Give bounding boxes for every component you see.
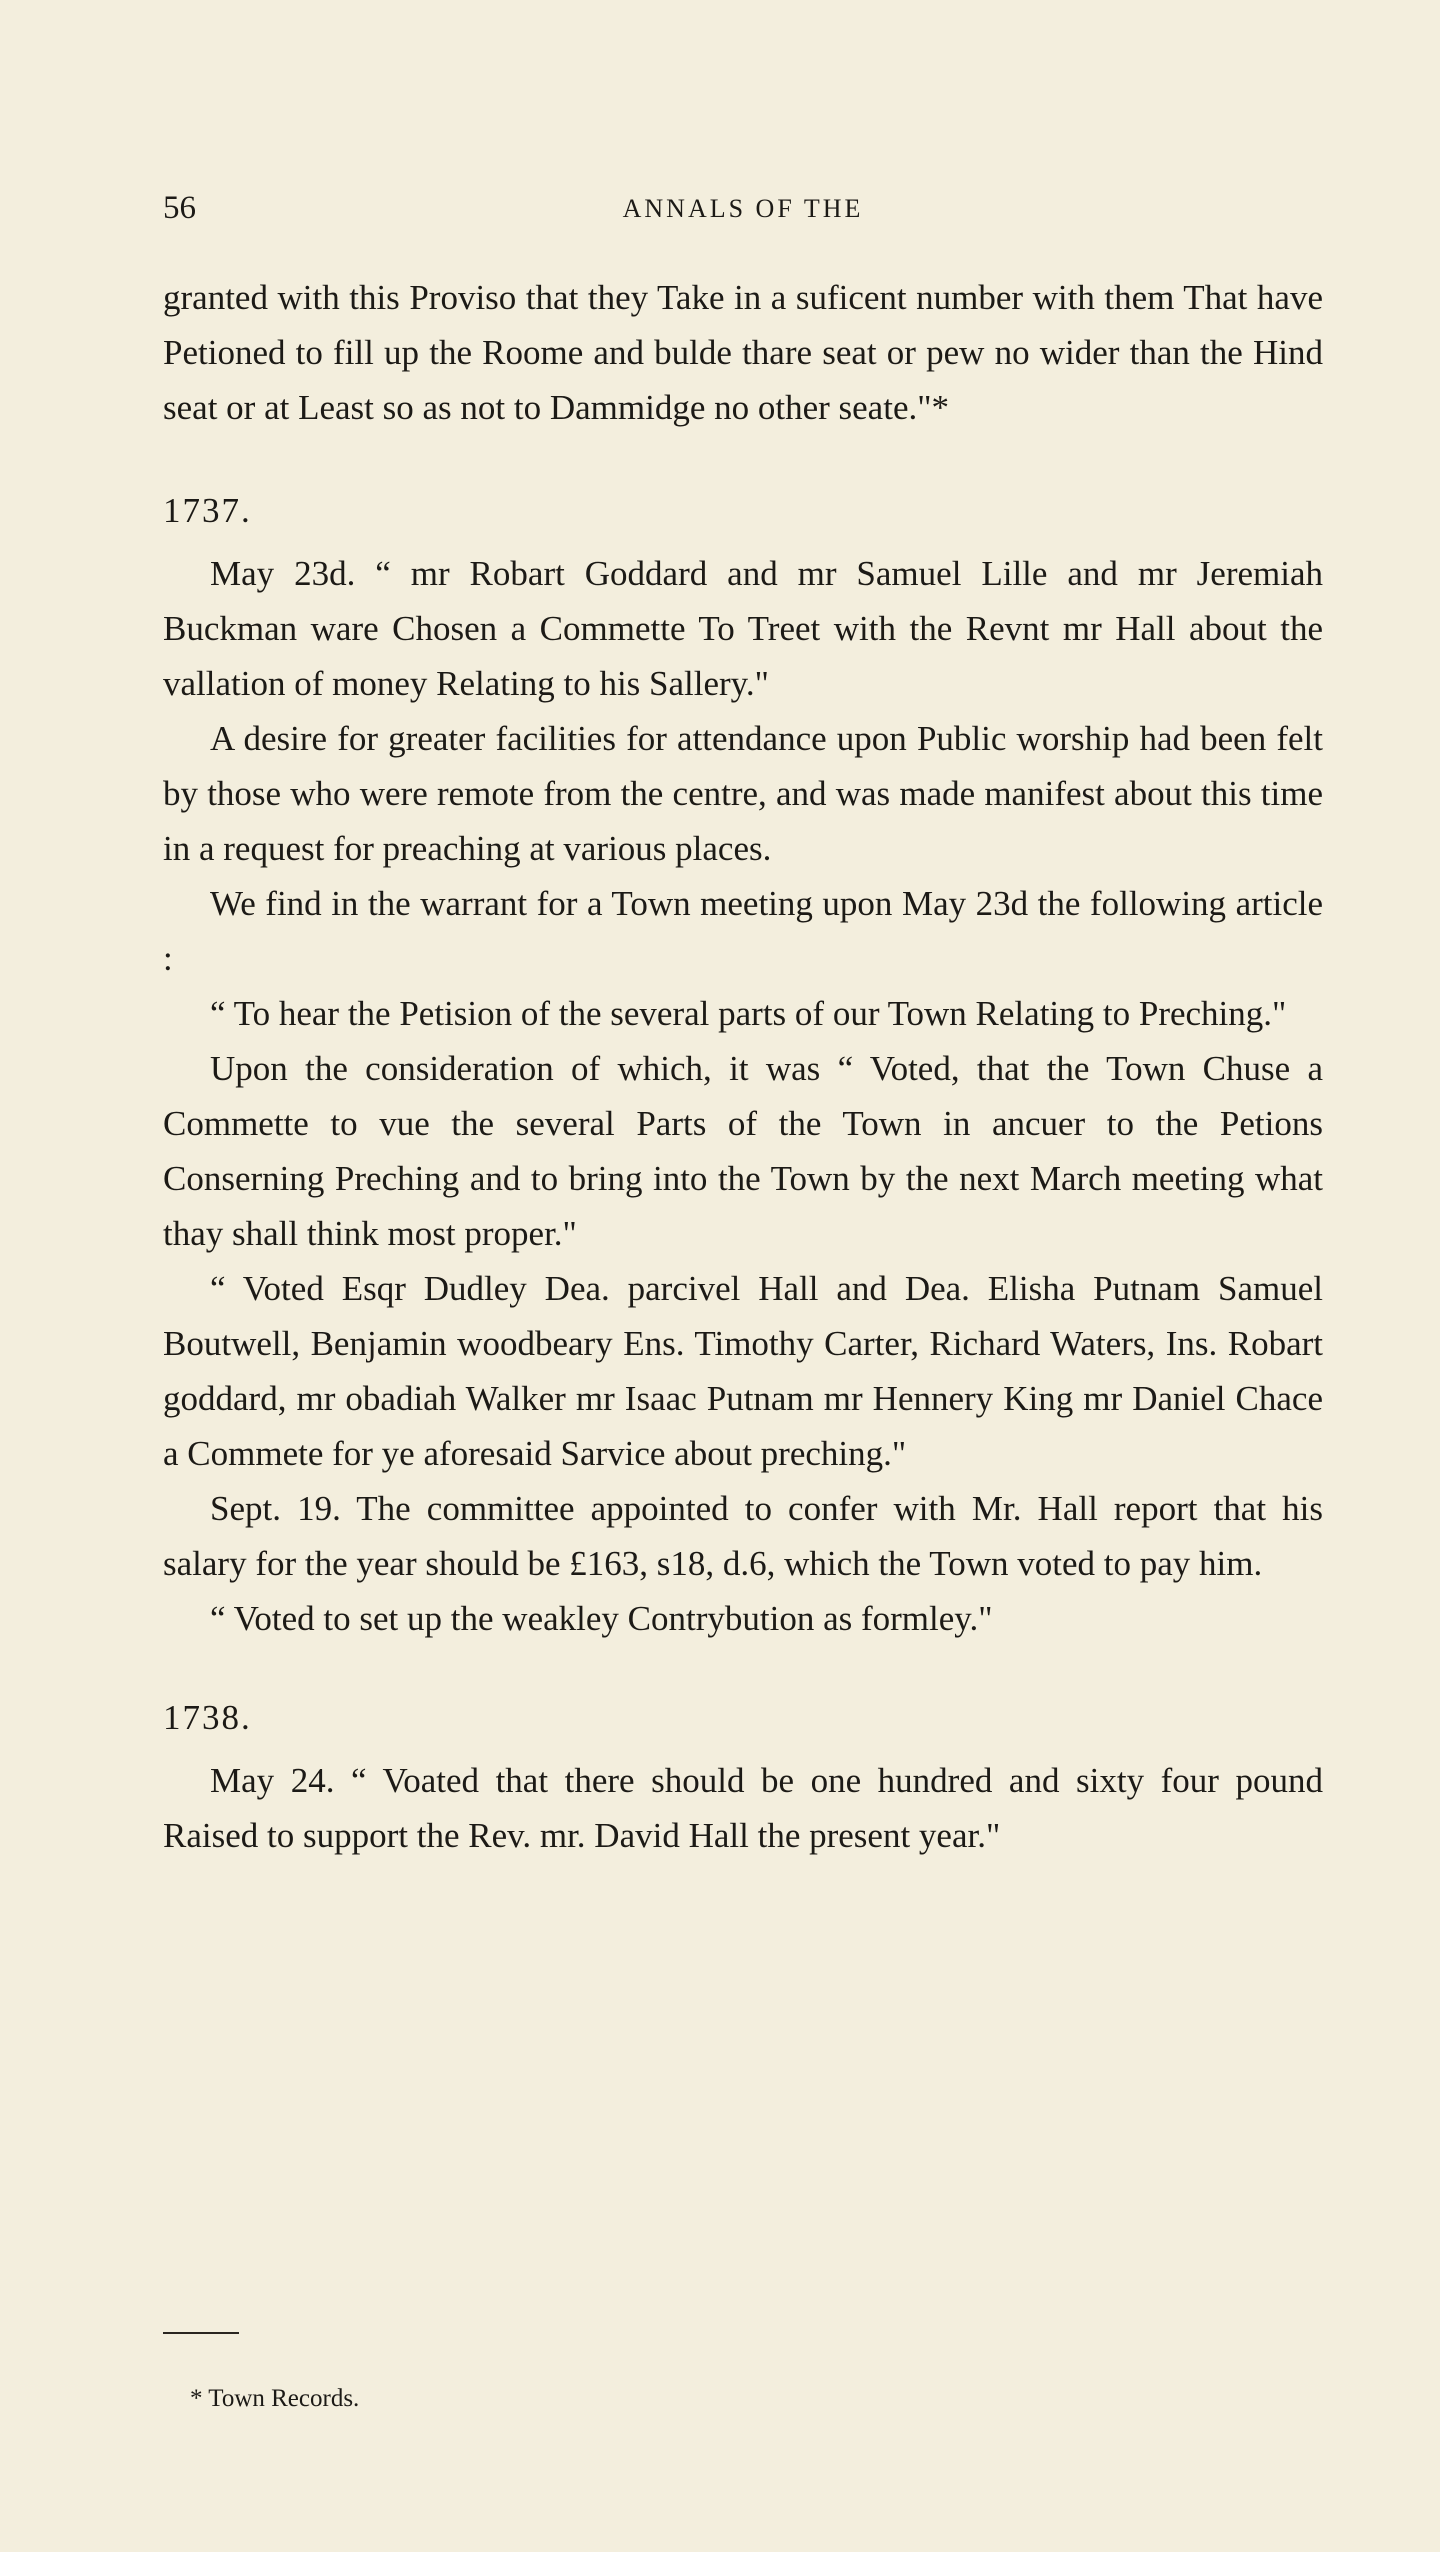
year-heading: 1737. bbox=[163, 491, 252, 530]
paragraph: Sept. 19. The committee appointed to confer with Mr. Hall report that his salary for the year should be £163, s18, d.6, which the Town voted to pay him. bbox=[163, 1489, 1323, 1583]
year-heading: 1738. bbox=[163, 1698, 252, 1737]
running-head: ANNALS OF THE bbox=[622, 194, 864, 223]
paragraph: May 24. “ Voated that there should be one hundred and sixty four pound Raised to support the Rev. mr. David Hall the present year." bbox=[163, 1761, 1323, 1855]
paragraph: May 23d. “ mr Robart Goddard and mr Samuel Lille and mr Jeremiah Buckman ware Chosen a Commette To Treet with the Revnt mr Hall about the vallation of money Relating to his Sallery." bbox=[163, 554, 1323, 703]
paragraph: A desire for greater facilities for attendance upon Public worship had been felt by those who were remote from the centre, and was made manifest about this time in a request for preaching at various places. bbox=[163, 719, 1323, 868]
paragraph: “ To hear the Petision of the several parts of our Town Relating to Preching." bbox=[210, 994, 1287, 1033]
paragraph-continued: granted with this Proviso that they Take in a suficent number with them That have Petioned to fill up the Roome and bulde thare seat or pew no wider than the Hind seat or at Least so as not to Dammidge no other seate."* bbox=[163, 278, 1323, 427]
body-text bbox=[163, 270, 1323, 1863]
paragraph: We find in the warrant for a Town meeting upon May 23d the following article : bbox=[163, 884, 1323, 978]
paragraph: “ Voted Esqr Dudley Dea. parcivel Hall and Dea. Elisha Putnam Samuel Boutwell, Benjamin woodbeary Ens. Timothy Carter, Richard Waters, Ins. Robart goddard, mr obadiah Walker mr Isaac Putnam mr Hennery King mr Daniel Chace a Commete for ye aforesaid Sarvice about preching." bbox=[163, 1269, 1323, 1473]
footnote: * Town Records. bbox=[190, 2385, 360, 2412]
paragraph: “ Voted to set up the weakley Contrybution as formley." bbox=[210, 1599, 993, 1638]
page-header bbox=[163, 190, 1323, 230]
page-number: 56 bbox=[163, 190, 196, 226]
paragraph: Upon the consideration of which, it was “ Voted, that the Town Chuse a Commette to vue the several Parts of the Town in ancuer to the Petions Conserning Preching and to bring into the Town by the next March meeting what thay shall think most proper." bbox=[163, 1049, 1323, 1253]
footnote-rule bbox=[163, 2332, 239, 2334]
